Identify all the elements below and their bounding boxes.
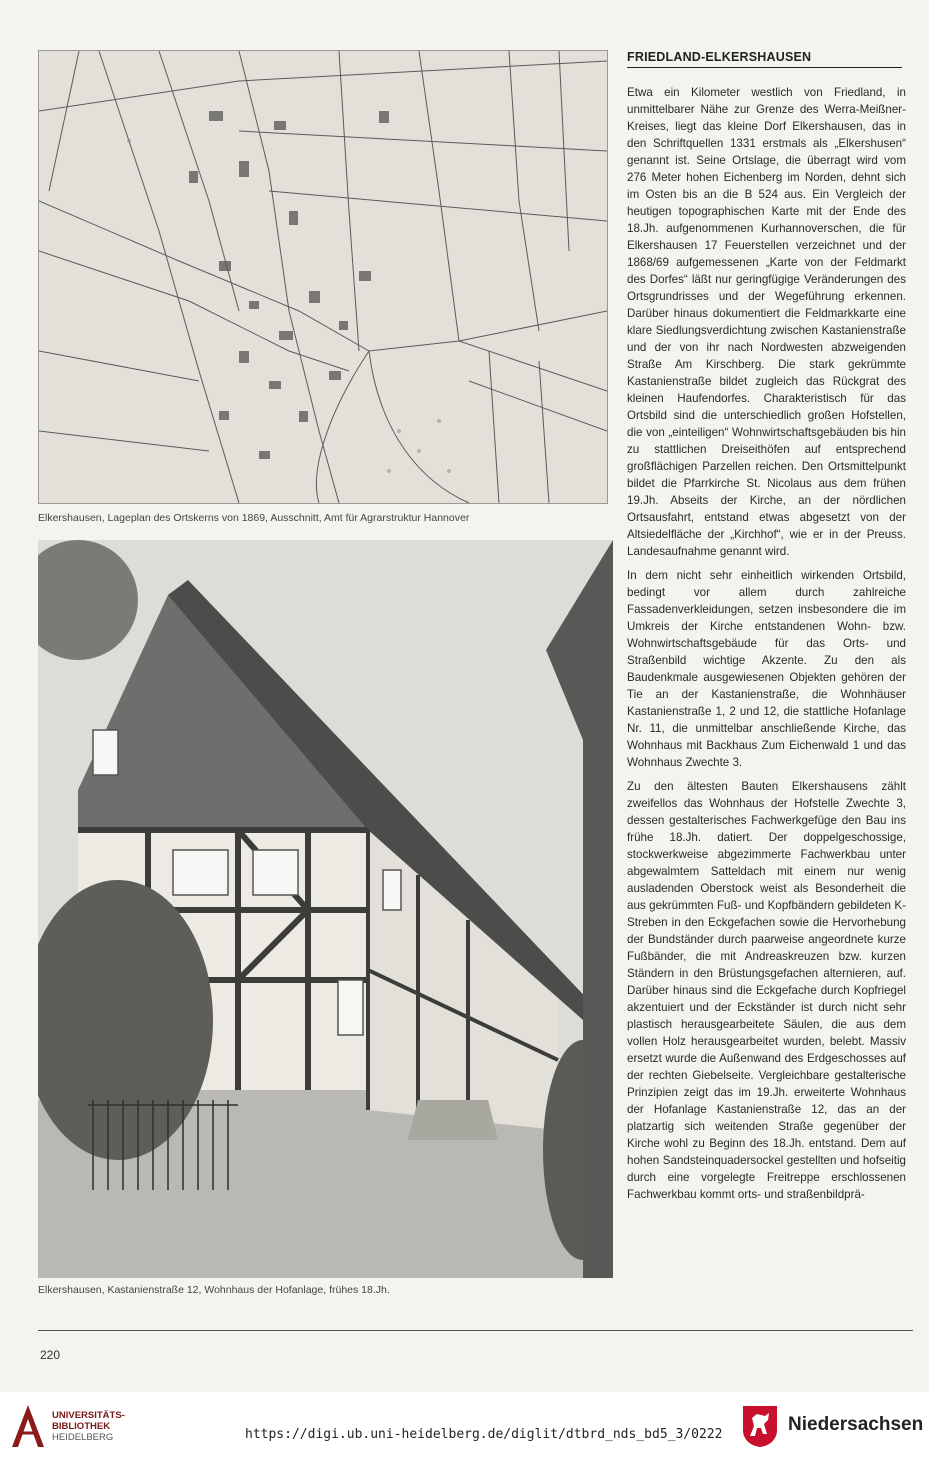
niedersachsen-horse-crest-icon[interactable] bbox=[741, 1404, 779, 1448]
library-city: HEIDELBERG bbox=[52, 1432, 114, 1443]
library-name-line1: UNIVERSITÄTS- bbox=[52, 1410, 125, 1421]
article-heading: FRIEDLAND-ELKERSHAUSEN bbox=[627, 50, 902, 68]
article-paragraph: Zu den ältesten Bauten Elkershausens zählt zweifellos das Wohnhaus der Hofstelle Zwechte 3, dessen gestalterisches Fachwerkgefüge den Bau ins frühe 18.Jh. datiert. Der doppelgeschossige, stockwerkweise abgezimmerte Fachwerkbau unter abgewalmtem Satteldach mit einem nur wenig ausladenden Oberstock weist als Besonderheit die aus gekrümmten Fuß- und Kopfbändern gebildeten K-Streben in den Eckgefachen sowie die Hervorhebung der Bundständer durch paarweise angeordnete kurze Fußbänder, die mit Andreaskreuzen bzw. kurzen Ständern in den Brüstungsgefachen alternieren, auf. Darüber hinaus sind die Eckgefache durch Kopfriegel akzentuiert und der Eckständer ist durch nicht sehr plastisch herausgearbeitete Säulen, die aus dem vollen Holz herausgearbeitet wurden, belebt. Massiv ersetzt wurde die Außenwand des Erdgeschosses auf der rechten Giebelseite. Vergleichbare gestalterische Prinzipien zeigt das im 19.Jh. erweiterte Wohnhaus der Hofanlage Kastanienstraße 12, das an der platzartig sich weitenden Straße gegenüber der Kirche wohl zu Beginn des 18.Jh. entstand. Dem auf hohen Sandsteinquadersockel gestellten und hofseitig durch eine vorgelegte Freitreppe erschlossenen Fachwerkbau kommt orts- und straßenbildprä- bbox=[627, 780, 906, 1201]
half-timbered-house-photo bbox=[38, 540, 613, 1278]
article-paragraph: In dem nicht sehr einheitlich wirkenden Ortsbild, bedingt vor allem durch zahlreiche Fassadenverkleidungen, setzen insbesondere die im Umkreis der Kirche entstandenen Wohn- bzw. Wohnwirtschaftsgebäude für das Orts- und Straßenbild wichtige Akzente. Zu den als Baudenkmale ausgewiesenen Objekten gehören der Tie an der Kastanienstraße, die Wohnhäuser Kastanienstraße 1, 2 und 12, die stattliche Hofanlage Nr. 11, die unmittelbar anschließende Kirche, das Wohnhaus mit Backhaus Zum Eichenwald 1 und das Wohnhaus Zwechte 3. bbox=[627, 569, 906, 769]
library-name-line2: BIBLIOTHEK bbox=[52, 1421, 111, 1432]
map-caption: Elkershausen, Lageplan des Ortskerns von 1869, Ausschnitt, Amt für Agrarstruktur Hannover bbox=[38, 512, 470, 524]
document-url-link[interactable]: https://digi.ub.uni-heidelberg.de/diglit/dtbrd_nds_bd5_3/0222 bbox=[245, 1427, 723, 1442]
page-number: 220 bbox=[40, 1348, 61, 1362]
article-body bbox=[627, 84, 906, 1296]
footer-divider bbox=[38, 1330, 913, 1331]
niedersachsen-label: Niedersachsen bbox=[788, 1414, 924, 1435]
university-library-name[interactable] bbox=[52, 1410, 125, 1443]
university-library-logo-icon[interactable] bbox=[10, 1403, 46, 1449]
article-paragraph: Etwa ein Kilometer westlich von Friedland, in unmittelbarer Nähe zur Grenze des Werra-Meißner-Kreises, liegt das kleine Dorf Elkershausen, das in den Schriftquellen 1331 erstmals als „Elkershusen“ genannt ist. Seine Ortslage, die überragt wird vom 276 Meter hohen Eichenberg im Norden, dehnt sich im Osten bis an die B 524 aus. Ein Vergleich der heutigen topographischen Karte mit der Ende des 18.Jh. aufgenommenen Kurhannoverschen, die für Elkershausen 17 Feuerstellen verzeichnet und der 1868/69 aufgemessenen „Karte von der Feldmarkt des Dorfes“ läßt nur geringfügige Veränderungen des Ortsgrundrisses und der Wegeführung erkennen. Darüber hinaus dokumentiert die Feldmarkkarte eine klare Siedlungsverdichtung zwischen Kastanienstraße und der von ihr nach Nordwesten abzweigenden Straße Am Kirschberg. Die stark gekrümmte Kastanienstraße bildet zugleich das Rückgrat des kleinen Haufendorfes. Charakteristisch für das Ortsbild sind die unterschiedlich großen Hofstellen, die von „einteiligen“ Wohnwirtschaftsgebäuden bis hin zu stattlichen Dreiseithöfen auf entsprechend großflächigen Parzellen reichen. Den Ortsmittelpunkt bildet die Pfarrkirche St. Nicolaus aus dem frühen 19.Jh. Abseits der Kirche, an der nördlichen Ortsausfahrt, entstand etwas abgesetzt von der Altsiedelfläche der „Kirchhof“, wie er in der Preuss. Landesaufnahme genannt wird. bbox=[627, 86, 906, 558]
historical-map-image bbox=[38, 50, 608, 504]
photo-caption: Elkershausen, Kastanienstraße 12, Wohnhaus der Hofanlage, frühes 18.Jh. bbox=[38, 1284, 390, 1296]
